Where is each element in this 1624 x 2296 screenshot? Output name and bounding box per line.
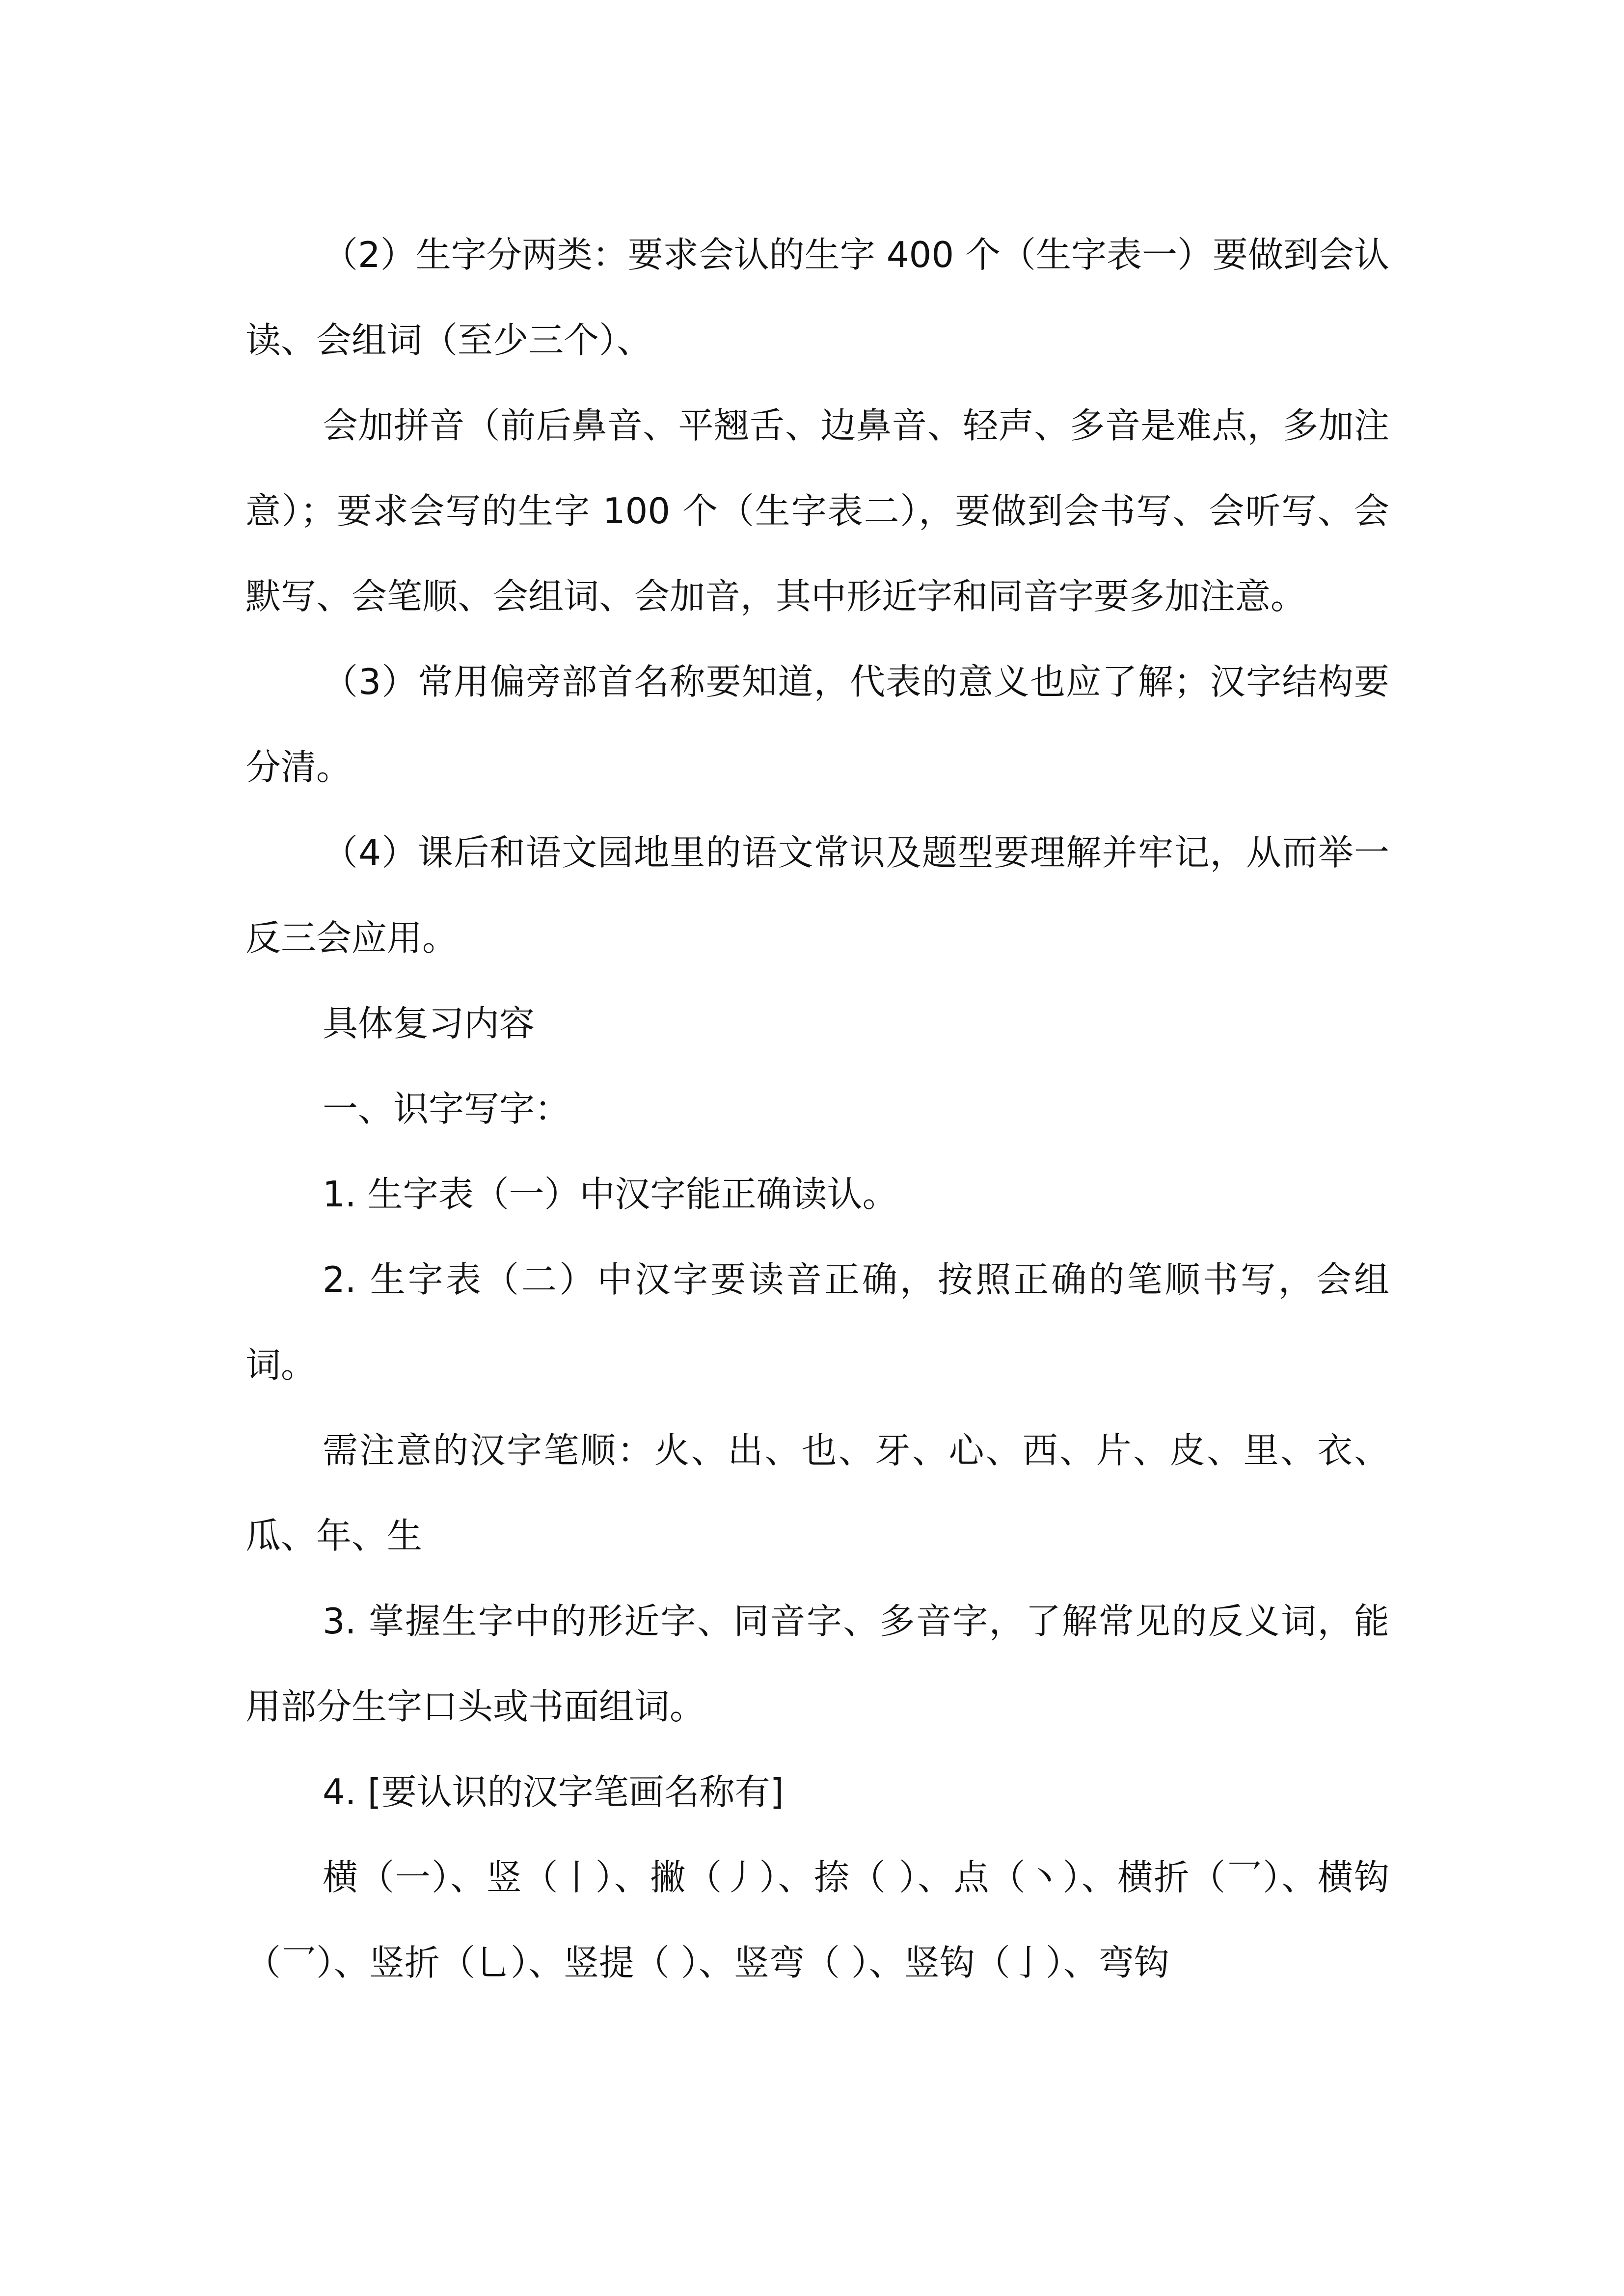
list-item-3: 3. 掌握生字中的形近字、同音字、多音字，了解常见的反义词，能用部分生字口头或书面组词。 (245, 1601, 1389, 1727)
section-heading-literacy: 一、识字写字： (323, 1088, 570, 1129)
document-page (245, 212, 1389, 2005)
paragraph-pinyin-writing: 会加拼音（前后鼻音、平翘舌、边鼻音、轻声、多音是难点，多加注意）；要求会写的生字 100 个（生字表二），要做到会书写、会听写、会默写、会笔顺、会组词、会加音，其中形近字和同音字要多加注意。 (245, 405, 1389, 617)
paragraph-new-characters: （2）生字分两类：要求会认的生字 400 个（生字表一）要做到会认读、会组词（至少三个）、 (245, 234, 1390, 361)
section-heading-review-content: 具体复习内容 (323, 1003, 535, 1044)
paragraph-stroke-order: 需注意的汉字笔顺：火、出、也、牙、心、西、片、皮、里、衣、瓜、年、生 (245, 1430, 1389, 1556)
list-item-1: 1. 生字表（一）中汉字能正确读认。 (323, 1174, 898, 1215)
list-item-4: 4. [要认识的汉字笔画名称有] (323, 1771, 784, 1813)
paragraph-language-knowledge: （4）课后和语文园地里的语文常识及题型要理解并牢记，从而举一反三会应用。 (245, 832, 1389, 959)
paragraph-stroke-names: 横（一）、竖（丨）、撇（丿）、捺（ ）、点（丶）、横折（乛）、横钩（乛）、竖折（乚）、竖提（ ）、竖弯（ ）、竖钩（亅）、弯钩 (245, 1857, 1389, 1983)
list-item-2: 2. 生字表（二）中汉字要读音正确，按照正确的笔顺书写，会组词。 (245, 1259, 1389, 1386)
paragraph-radicals: （3）常用偏旁部首名称要知道，代表的意义也应了解；汉字结构要分清。 (245, 661, 1389, 788)
